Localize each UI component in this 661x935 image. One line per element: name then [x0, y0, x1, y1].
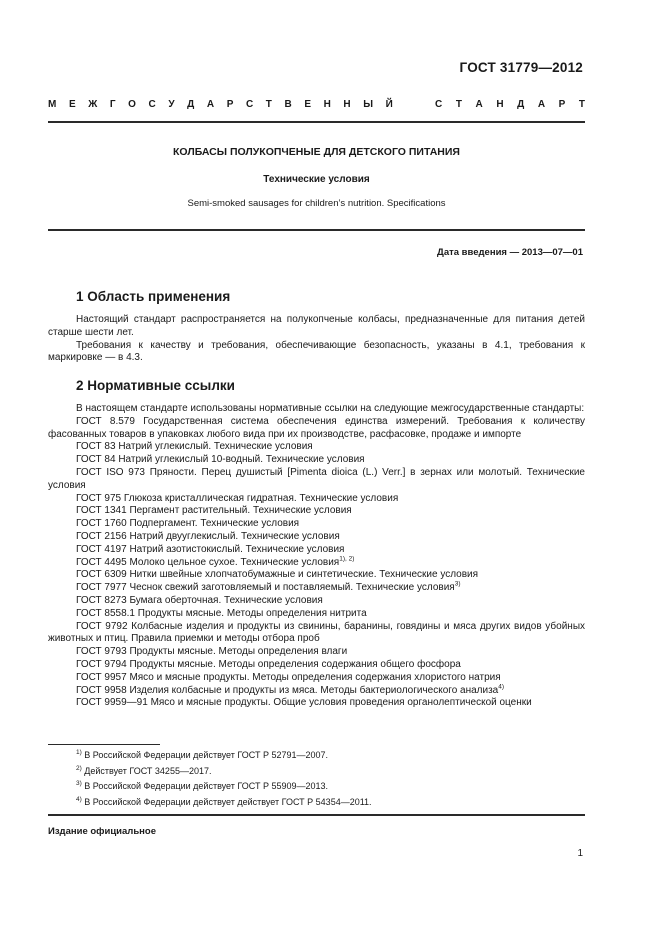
reference-code: ГОСТ 9793	[76, 646, 127, 658]
document-subtitle: Технические условия	[263, 174, 370, 185]
footnote-marker: 4)	[498, 683, 505, 691]
normative-reference	[48, 557, 585, 570]
reference-title: Натрий углекислый. Технические условия	[118, 441, 313, 453]
paragraph: В настоящем стандарте использованы нормативные ссылки на следующие межгосударственные стандарты:	[76, 403, 585, 414]
reference-code: ГОСТ 4495	[76, 556, 127, 568]
normative-reference	[48, 569, 585, 582]
reference-code: ГОСТ 6309	[76, 569, 127, 581]
banner-letter: С	[245, 99, 254, 110]
banner-letter: В	[284, 99, 292, 110]
english-title: Semi-smoked sausages for children’s nutrition. Specifications	[187, 198, 446, 209]
reference-code: ГОСТ 4197	[76, 543, 127, 555]
banner-letter: Т	[455, 99, 462, 110]
reference-title: Молоко цельное сухое. Технические условия	[129, 556, 340, 568]
reference-title: Продукты мясные. Методы определения влаги	[129, 646, 348, 658]
introduction-date: Дата введения — 2013—07—01	[437, 247, 583, 258]
banner-letter: Н	[496, 99, 504, 110]
normative-reference	[48, 659, 585, 672]
document-number: ГОСТ 31779—2012	[459, 60, 583, 75]
banner-letter: Й	[385, 99, 393, 110]
footnote-marker: 1), 2)	[339, 555, 355, 563]
normative-reference	[48, 582, 585, 595]
banner-word-standard	[435, 99, 585, 110]
reference-code: ГОСТ 1341	[76, 505, 127, 517]
document-title: КОЛБАСЫ ПОЛУКОПЧЕНЫЕ ДЛЯ ДЕТСКОГО ПИТАНИЯ	[173, 146, 460, 158]
footnote-mark: 1)	[76, 749, 82, 756]
footnote-text: В Российской Федерации действует действует ГОСТ Р 54354—2011.	[84, 796, 372, 807]
banner-letter: Р	[226, 99, 234, 110]
reference-title: Продукты мясные. Методы определения содержания общего фосфора	[129, 658, 461, 670]
footnote-mark: 3)	[76, 780, 82, 787]
normative-reference	[48, 518, 585, 531]
footnote-marker: 3)	[454, 580, 461, 588]
normative-reference	[48, 505, 585, 518]
banner-letter: Д	[517, 99, 525, 110]
banner-letter: Н	[323, 99, 331, 110]
footnote	[48, 795, 585, 811]
reference-title: Бумага оберточная. Технические условия	[129, 594, 323, 606]
reference-title: Натрий азотистокислый. Технические условия	[129, 543, 345, 555]
normative-reference	[48, 531, 585, 544]
normative-reference	[48, 608, 585, 621]
banner-letter: О	[128, 99, 136, 110]
reference-title: Пергамент растительный. Технические условия	[129, 505, 352, 517]
banner-letter: Ы	[363, 99, 374, 110]
banner-letter: Р	[558, 99, 566, 110]
reference-title: Натрий двууглекислый. Технические условия	[129, 530, 340, 542]
banner-letter: У	[168, 99, 175, 110]
reference-code: ГОСТ 9958	[76, 684, 127, 696]
page-number: 1	[577, 848, 583, 859]
banner-letter: Д	[187, 99, 195, 110]
reference-title: Натрий углекислый 10-водный. Технические условия	[118, 454, 365, 466]
reference-title: Государственная система обеспечения единства измерений. Требования к количеству фасованных товаров в упаковках любого вида при их производстве, расфасовке, продаже и импорте	[48, 415, 586, 440]
reference-code: ГОСТ 7977	[76, 582, 127, 594]
banner-letter: С	[435, 99, 443, 110]
title-divider	[48, 229, 585, 231]
normative-reference	[48, 595, 585, 608]
reference-code: ГОСТ 83	[76, 441, 116, 453]
footnote-divider	[48, 744, 160, 745]
footnote-text: В Российской Федерации действует ГОСТ Р 52791—2007.	[84, 750, 329, 760]
footnote-mark: 2)	[76, 764, 82, 772]
banner-letter: Ж	[88, 99, 98, 110]
section-2-heading: 2 Нормативные ссылки	[76, 378, 235, 393]
header-divider	[48, 121, 585, 123]
footnote-text: Действует ГОСТ 34255—2017.	[84, 765, 212, 776]
normative-reference	[48, 441, 585, 454]
normative-reference	[48, 493, 585, 506]
reference-title: Мясо и мясные продукты. Общие условия проведения органолептической оценки	[150, 697, 532, 709]
reference-code: ГОСТ 8558.1	[76, 607, 135, 619]
footnote	[48, 748, 585, 764]
banner-letter: Г	[109, 99, 116, 110]
reference-code: ГОСТ 8273	[76, 594, 127, 606]
footnote	[48, 764, 585, 780]
reference-code: ГОСТ 8.579	[76, 415, 135, 427]
banner-letter: Н	[343, 99, 351, 110]
section-1-heading: 1 Область применения	[76, 289, 231, 304]
reference-code: ГОСТ 9792	[76, 620, 128, 632]
banner-letter: С	[148, 99, 156, 110]
official-edition-label: Издание официальное	[48, 826, 156, 837]
reference-code: ГОСТ 9957	[76, 671, 127, 683]
footnotes	[48, 748, 585, 810]
reference-code: ГОСТ 1760	[76, 518, 127, 530]
reference-title: Пряности. Перец душистый [Pimenta dioica (L.) Verr.] в зернах или молотый. Технические условия	[48, 466, 585, 491]
banner-letter: Т	[265, 99, 272, 110]
reference-title: Изделия колбасные и продукты из мяса. Методы бактериологического анализа	[129, 684, 499, 696]
reference-code: ГОСТ ISO 973	[76, 466, 145, 478]
reference-code: ГОСТ 9959—91	[76, 697, 148, 709]
normative-reference	[48, 454, 585, 467]
paragraph: Требования к качеству и требования, обеспечивающие безопасность, указаны в 4.1, требования к маркировке — в 4.3.	[48, 339, 585, 364]
normative-reference	[48, 416, 585, 442]
banner-word-interstate	[48, 99, 393, 110]
interstate-standard-banner	[48, 99, 585, 110]
reference-title: Нитки швейные хлопчатобумажные и синтетические. Технические условия	[129, 569, 479, 581]
banner-letter: Е	[68, 99, 76, 110]
footer-divider	[48, 814, 585, 816]
paragraph: Настоящий стандарт распространяется на полукопченые колбасы, предназначенные для питания детей старше шести лет.	[48, 314, 585, 338]
reference-title: Мясо и мясные продукты. Методы определения содержания хлористого натрия	[129, 671, 501, 683]
reference-code: ГОСТ 9794	[76, 658, 127, 670]
banner-letter: Т	[578, 99, 585, 110]
section-2-body	[48, 403, 585, 710]
normative-reference	[48, 672, 585, 685]
reference-title: Чеснок свежий заготовляемый и поставляемый. Технические условия	[129, 582, 455, 594]
normative-reference	[48, 685, 585, 698]
reference-code: ГОСТ 975	[76, 492, 122, 504]
normative-reference	[48, 544, 585, 557]
footnote-mark: 4)	[76, 795, 82, 803]
banner-letter: А	[206, 99, 215, 110]
footnote	[48, 779, 585, 795]
normative-reference	[48, 697, 585, 710]
banner-letter: М	[48, 99, 57, 110]
section-1-body	[48, 314, 585, 365]
banner-letter: А	[475, 99, 483, 110]
banner-letter: Е	[304, 99, 311, 110]
footnote-text: В Российской Федерации действует ГОСТ Р 55909—2013.	[84, 781, 329, 791]
reference-title: Продукты мясные. Методы определения нитрита	[137, 607, 367, 619]
normative-reference	[48, 621, 585, 647]
reference-title: Глюкоза кристаллическая гидратная. Технические условия	[123, 492, 399, 504]
reference-title: Подпергамент. Технические условия	[129, 518, 300, 530]
reference-title: Колбасные изделия и продукты из свинины, баранины, говядины и мяса других видов убойных животных и птиц. Правила приемки и методы отбора проб	[48, 620, 586, 645]
banner-letter: А	[537, 99, 546, 110]
normative-reference	[48, 467, 585, 493]
reference-code: ГОСТ 84	[76, 454, 116, 466]
reference-code: ГОСТ 2156	[76, 530, 127, 542]
normative-reference	[48, 646, 585, 659]
